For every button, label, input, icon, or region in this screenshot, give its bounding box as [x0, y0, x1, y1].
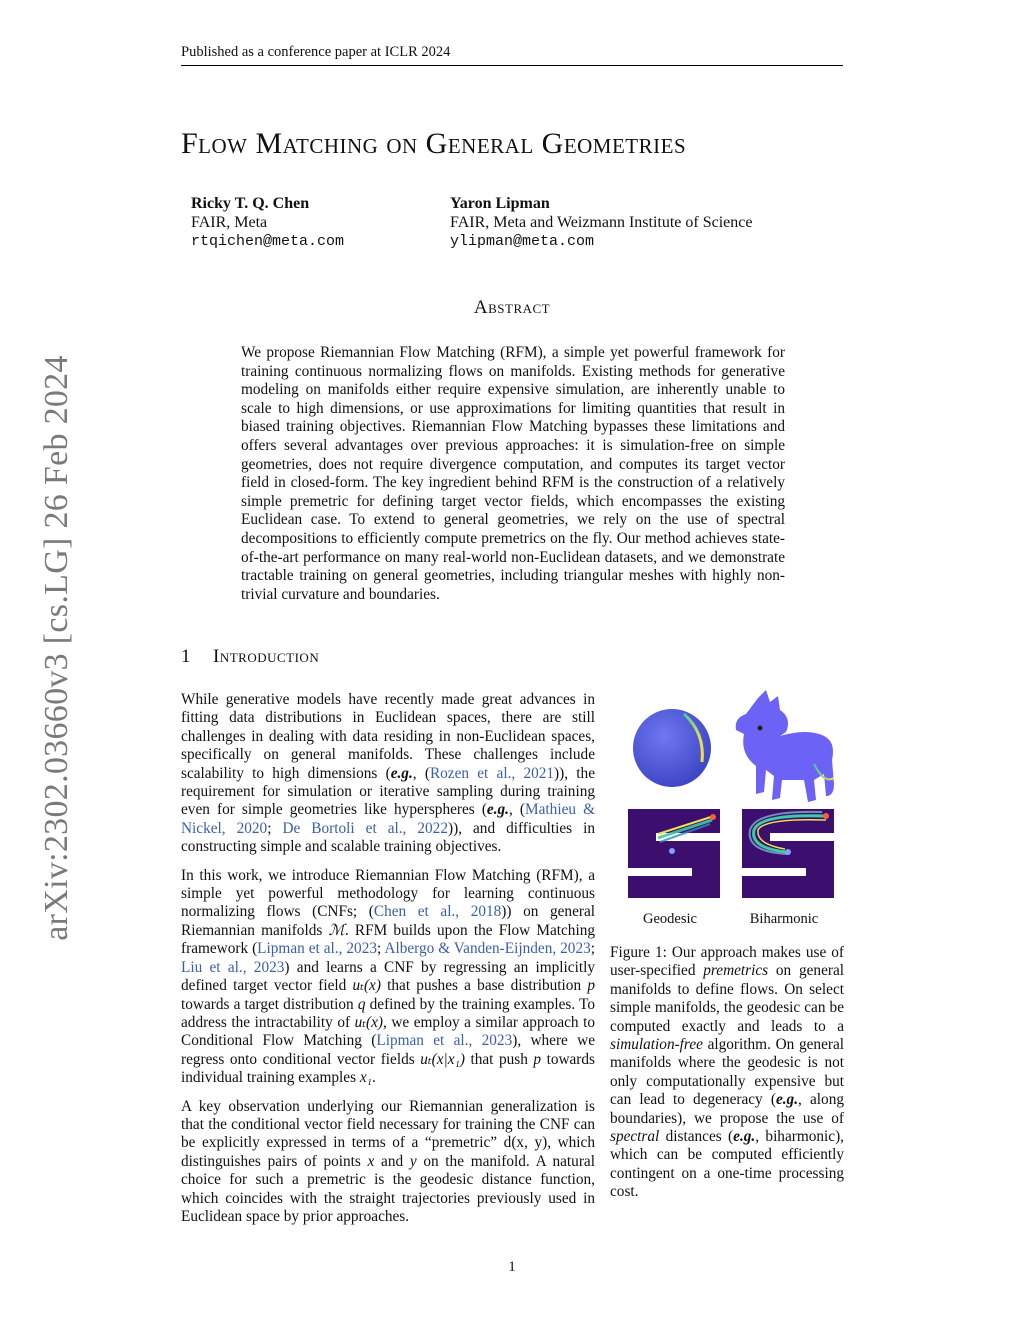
citation-link[interactable]: Rozen et al., 2021 — [429, 764, 555, 782]
arxiv-stamp[interactable]: arXiv:2302.03660v3 [cs.LG] 26 Feb 2024 — [38, 355, 75, 941]
abstract-heading: Abstract — [473, 297, 551, 318]
section-heading — [181, 646, 319, 668]
author-email[interactable]: ylipman@meta.com — [450, 233, 595, 250]
intro-body — [181, 691, 595, 1236]
abstract-text: We propose Riemannian Flow Matching (RFM), a simple yet powerful framework for training continuous normalizing flows on manifolds. Existing methods for generative modeling on manifolds either require expensive simulation, are inherently unable to scale to high dimensions, or use approximations for limiting quantities that result in biased training objectives. Riemannian Flow Matching bypasses these limitations and offers several advantages over previous approaches: it is simulation-free on simple geometries, does not require divergence computation, and computes its target vector field in closed-form. The key ingredient behind RFM is the construction of a relatively simple premetric for defining target vector fields, which encompasses the existing Euclidean case. To extend to general geometries, we rely on the use of spectral decompositions to efficiently compute premetrics on the fly. Our method achieves state-of-the-art performance on many real-world non-Euclidean datasets, and we demonstrate tractable training on general geometries, including triangular meshes with highly non-trivial curvature and boundaries. — [241, 344, 785, 603]
citation-link[interactable]: Lipman et al., 2023 — [257, 940, 377, 958]
section-title: Introduction — [213, 646, 320, 667]
mesh-manifold — [736, 690, 834, 802]
figure-1-image — [610, 688, 844, 898]
author-name: Yaron Lipman — [450, 195, 550, 212]
maze-geodesic — [628, 809, 720, 898]
citation-link[interactable]: Mathieu & Nickel, 2020 — [181, 801, 596, 837]
paper-title: Flow Matching on General Geometries — [181, 127, 687, 160]
figure-1 — [610, 688, 844, 938]
paragraph-2: In this work, we introduce Riemannian Flow Matching (RFM), a simple yet powerful methodology for learning continuous normalizing flows (CNFs; (Chen et al., 2018)) on general Riemannian manifolds ℳ. RFM builds upon the Flow Matching framework (Lipman et al., 2023; Albergo & Vanden-Eijnden, 2023; Liu et al., 2023) and learns a CNF by regressing an implicitly defined target vector field uₜ(x) that pushes a base distribution p towards a target distribution q defined by the training examples. To address the intractability of uₜ(x), we employ a similar approach to Conditional Flow Matching (Lipman et al., 2023), where we regress onto conditional vector fields uₜ(x|x₁) that push p towards individual training examples x₁. — [181, 866, 595, 1087]
citation-link[interactable]: Liu et al., 2023 — [181, 958, 285, 976]
section-number: 1 — [181, 646, 191, 667]
paragraph-3: A key observation underlying our Riemannian generalization is that the conditional vector field necessary for training the CNF can be explicitly expressed in terms of a “premetric” d(x, y), which distinguishes pairs of points x and y on the manifold. A natural choice for such a premetric is the geodesic distance function, which coincides with the straight trajectories previously used in Euclidean space by prior approaches. — [181, 1097, 595, 1225]
running-header: Published as a conference paper at ICLR 2024 — [181, 44, 843, 66]
citation-link[interactable]: Chen et al., 2018 — [373, 903, 502, 921]
author-email[interactable]: rtqichen@meta.com — [191, 233, 345, 250]
paragraph-1: While generative models have recently made great advances in fitting data distributions in Euclidean spaces, there are still challenges in dealing with data residing in non-Euclidean spaces, specifically on general manifolds. These challenges include scalability to high dimensions (e.g., (Rozen et al., 2021)), the requirement for simulation or iterative sampling during training even for simple geometries like hyperspheres (e.g., (Mathieu & Nickel, 2020; De Bortoli et al., 2022)), and difficulties in constructing simple and scalable training objectives. — [181, 691, 596, 856]
maze-biharmonic — [742, 809, 834, 898]
author-affiliation: FAIR, Meta — [191, 214, 268, 231]
figure-caption: Figure 1: Our approach makes use of user-specified premetrics on general manifolds to define flows. On select simple manifolds, the geodesic can be computed exactly and leads to a simulation-free algorithm. On general manifolds where the geodesic is not only computationally expensive but can lead to degeneracy (e.g., along boundaries), we propose the use of spectral distances (e.g., biharmonic), which can be computed efficiently contingent on a one-time processing cost. — [610, 944, 844, 1201]
author-affiliation: FAIR, Meta and Weizmann Institute of Science — [450, 214, 753, 231]
label-geodesic: Geodesic — [643, 911, 697, 927]
citation-link[interactable]: Lipman et al., 2023 — [376, 1032, 513, 1050]
page-number: 1 — [508, 1259, 516, 1275]
author-name: Ricky T. Q. Chen — [191, 195, 310, 212]
citation-link[interactable]: De Bortoli et al., 2022 — [282, 819, 448, 837]
sphere-manifold — [633, 709, 711, 787]
author-block-2 — [450, 194, 752, 251]
citation-link[interactable]: Albergo & Vanden-Eijnden, 2023 — [384, 940, 591, 958]
author-block-1 — [191, 194, 344, 251]
label-biharmonic: Biharmonic — [749, 911, 819, 927]
